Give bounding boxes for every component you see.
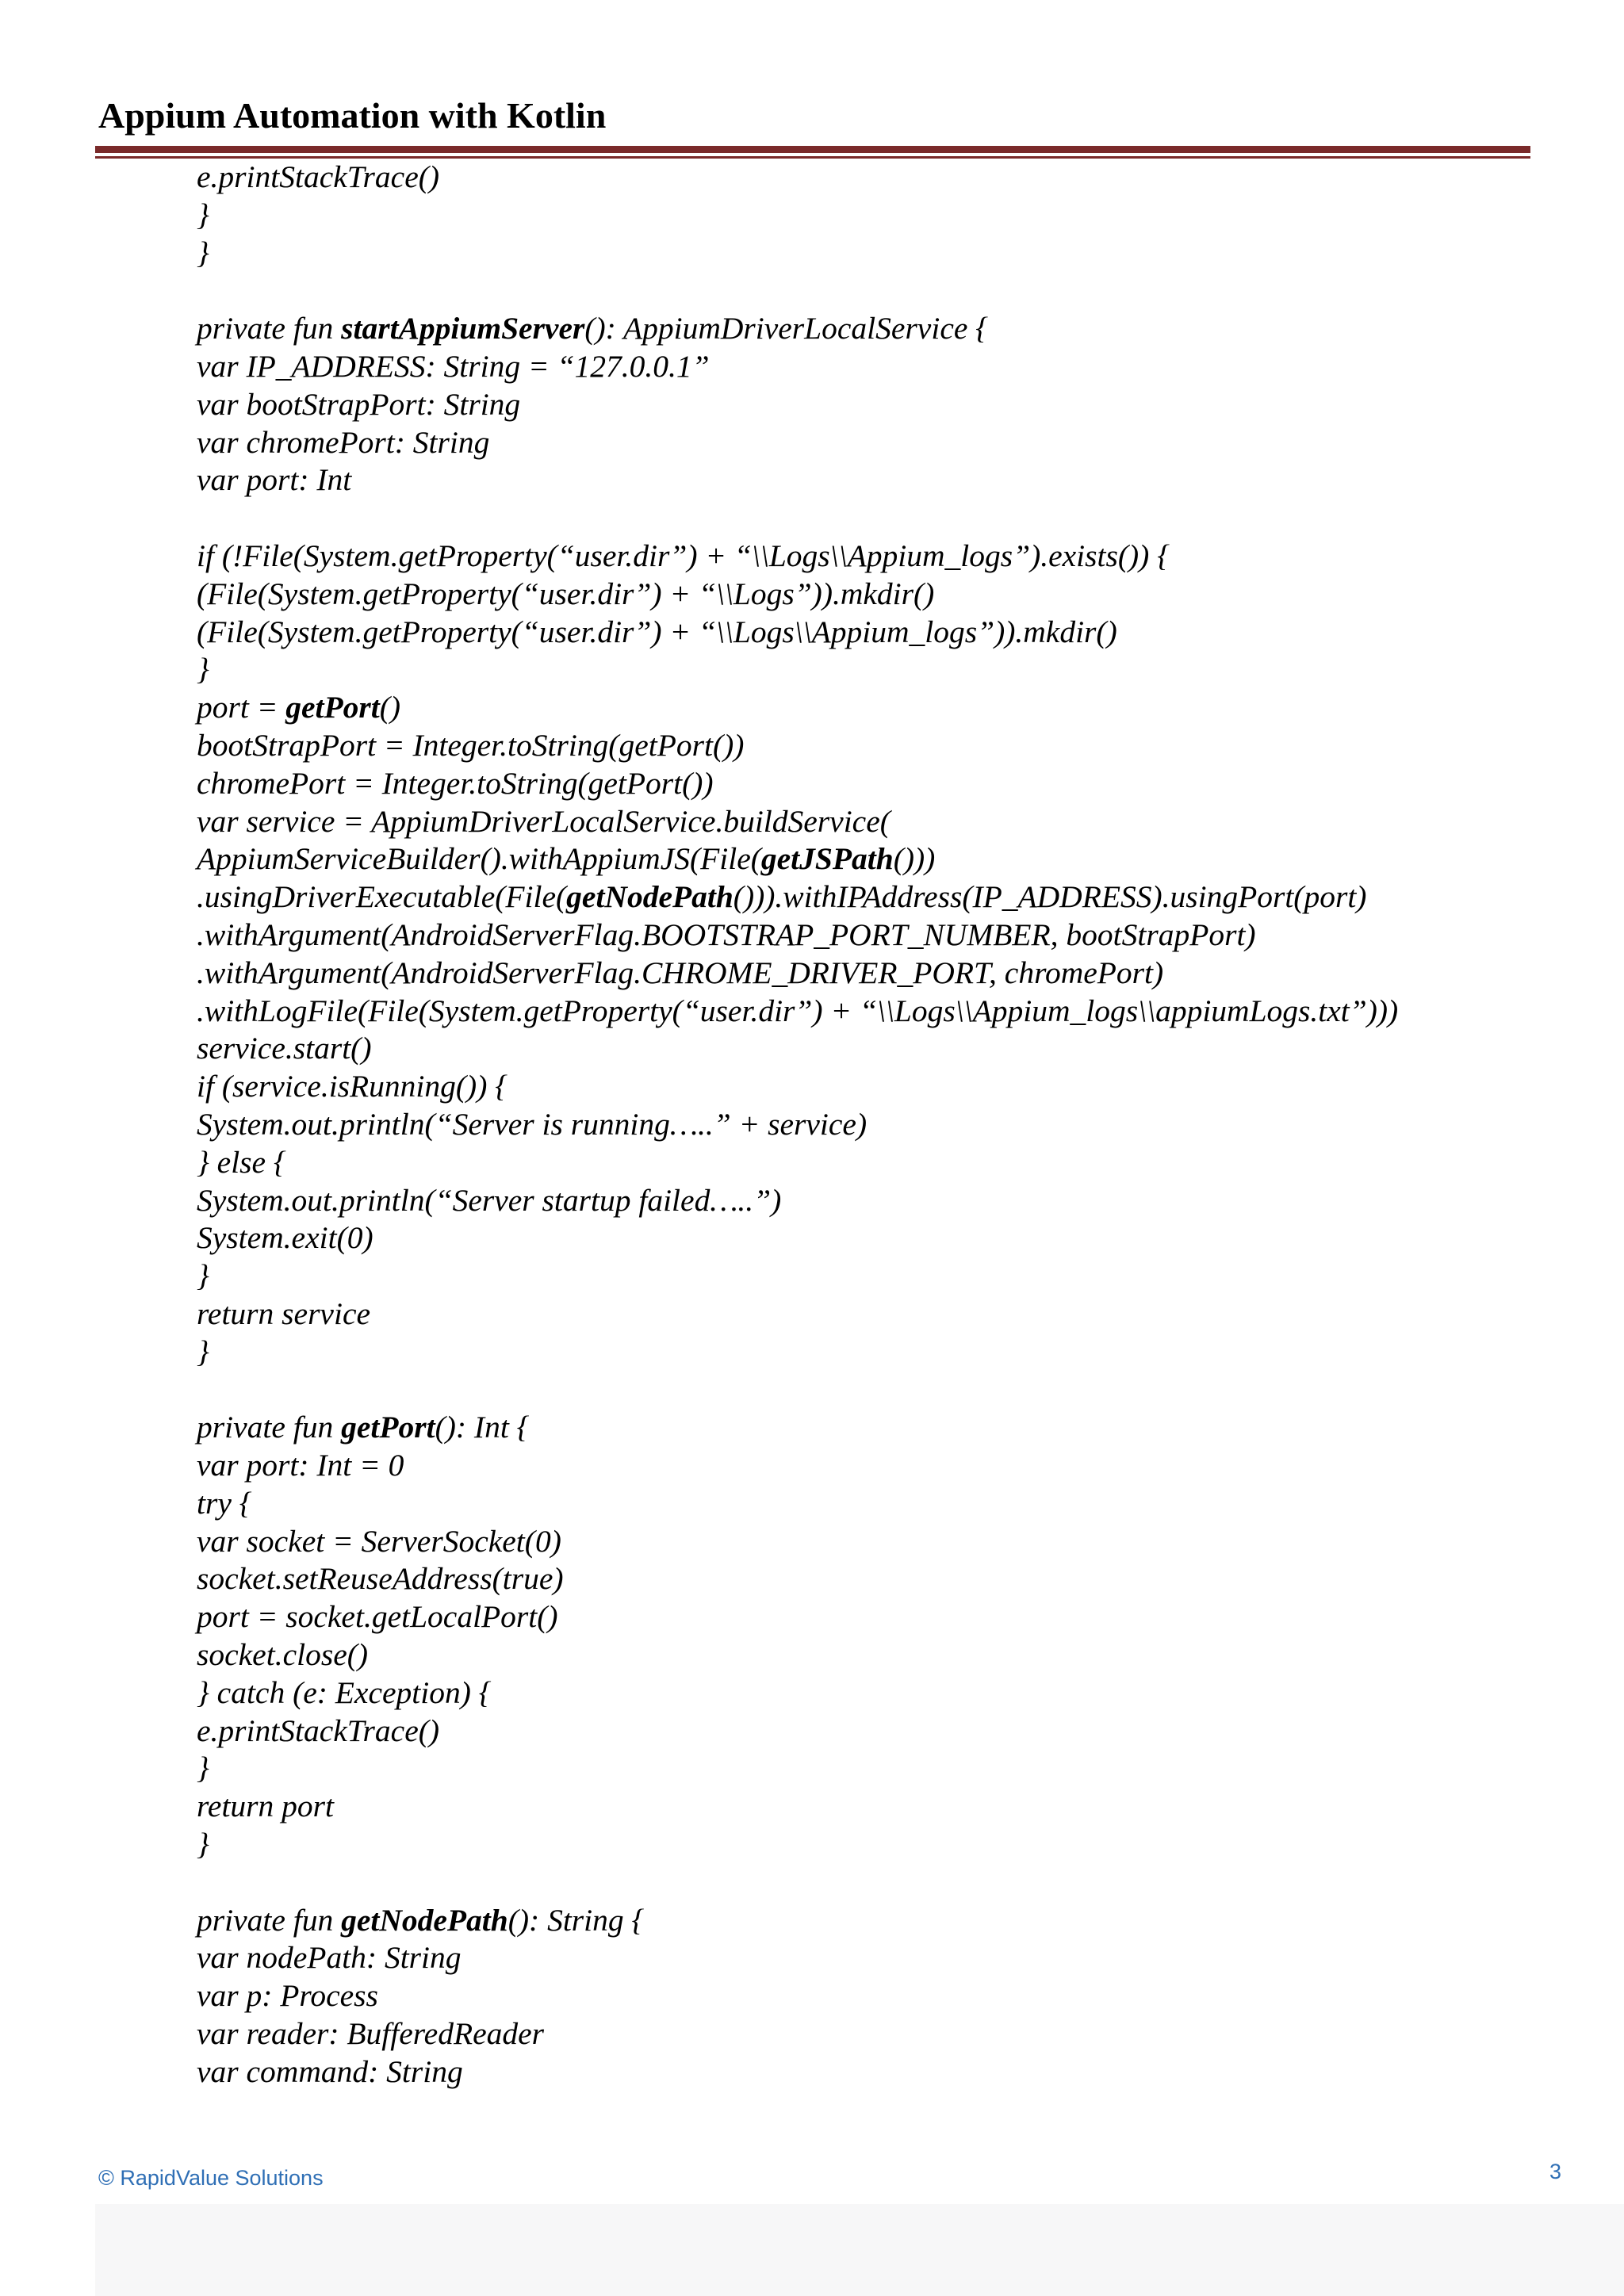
code-function-name: getNodePath xyxy=(566,879,733,915)
code-line xyxy=(197,1712,1545,1751)
code-text: port = xyxy=(197,690,286,725)
code-text: } else { xyxy=(197,1144,286,1180)
code-line xyxy=(197,2053,1545,2091)
code-text: var p: Process xyxy=(197,1978,378,2014)
code-text: private fun xyxy=(197,1902,342,1938)
code-line xyxy=(197,348,1545,386)
code-line xyxy=(197,1257,1545,1295)
code-text: var reader: BufferedReader xyxy=(197,2016,545,2052)
code-text: (): Int { xyxy=(435,1410,530,1445)
code-text: private fun xyxy=(197,1410,342,1445)
code-text: System.out.println(“Server is running…..” + service) xyxy=(197,1106,868,1142)
code-line xyxy=(197,1182,1545,1220)
page-header-title: Appium Automation with Kotlin xyxy=(98,95,607,136)
code-text: return port xyxy=(197,1789,335,1824)
code-text: .withLogFile(File(System.getProperty(“user.dir”) + “\\Logs\\Appium_logs\\appiumLogs.txt”))) xyxy=(197,993,1399,1028)
code-line xyxy=(197,1523,1545,1561)
code-line xyxy=(197,461,1545,499)
code-text: var port: Int xyxy=(197,462,352,498)
code-line xyxy=(197,1409,1545,1447)
code-text: } xyxy=(197,1827,209,1862)
footer-copyright: © RapidValue Solutions xyxy=(98,2166,324,2190)
code-line xyxy=(197,1560,1545,1598)
code-line xyxy=(197,1902,1545,1940)
code-line xyxy=(197,727,1545,765)
code-listing xyxy=(197,159,1545,2091)
code-line xyxy=(197,1295,1545,1334)
code-line xyxy=(197,2015,1545,2053)
code-line xyxy=(197,1334,1545,1372)
code-text: var bootStrapPort: String xyxy=(197,386,521,422)
code-line xyxy=(197,1106,1545,1144)
code-line xyxy=(197,651,1545,689)
code-text: } xyxy=(197,1751,209,1786)
code-text: socket.setReuseAddress(true) xyxy=(197,1561,564,1597)
code-text: var nodePath: String xyxy=(197,1940,462,1976)
code-function-name: getJSPath xyxy=(760,841,894,877)
code-text: } xyxy=(197,235,209,270)
code-text: ())).withIPAddress(IP_ADDRESS).usingPort(port) xyxy=(733,879,1367,915)
code-function-name: startAppiumServer xyxy=(341,311,585,346)
code-line xyxy=(197,1447,1545,1485)
code-text: ())) xyxy=(893,841,936,877)
code-line xyxy=(197,1144,1545,1182)
code-text: var service = AppiumDriverLocalService.buildService( xyxy=(197,803,891,839)
code-line xyxy=(197,614,1545,652)
code-text: .withArgument(AndroidServerFlag.BOOTSTRAP_PORT_NUMBER, bootStrapPort) xyxy=(197,916,1256,952)
code-line xyxy=(197,1788,1545,1826)
code-text: (File(System.getProperty(“user.dir”) + “\\Logs”)).mkdir() xyxy=(197,576,935,611)
code-text: var chromePort: String xyxy=(197,424,490,460)
code-line xyxy=(197,386,1545,424)
code-text: var IP_ADDRESS: String = “127.0.0.1” xyxy=(197,348,710,384)
code-line xyxy=(197,916,1545,955)
code-text: var port: Int = 0 xyxy=(197,1448,404,1483)
code-text: } catch (e: Exception) { xyxy=(197,1674,492,1710)
code-line xyxy=(197,1030,1545,1068)
code-line xyxy=(197,993,1545,1031)
code-line xyxy=(197,1939,1545,1977)
code-text: bootStrapPort = Integer.toString(getPort()) xyxy=(197,727,745,763)
code-line xyxy=(197,840,1545,878)
code-text: () xyxy=(379,690,401,725)
code-line xyxy=(197,765,1545,803)
code-line xyxy=(197,1598,1545,1636)
code-line xyxy=(197,1674,1545,1712)
code-text: try { xyxy=(197,1485,252,1521)
code-line xyxy=(197,1068,1545,1106)
code-line xyxy=(197,878,1545,916)
code-line xyxy=(197,424,1545,462)
code-function-name: getNodePath xyxy=(341,1902,508,1938)
code-line xyxy=(197,689,1545,727)
code-text: System.out.println(“Server startup failed…..”) xyxy=(197,1182,782,1218)
code-line xyxy=(197,1219,1545,1257)
code-line xyxy=(197,1636,1545,1674)
page-bottom-shade xyxy=(95,2204,1624,2296)
code-text: port = socket.getLocalPort() xyxy=(197,1599,558,1635)
code-blank-line xyxy=(197,1864,1545,1902)
code-text: e.printStackTrace() xyxy=(197,1712,440,1748)
code-text: (): AppiumDriverLocalService { xyxy=(584,311,989,346)
code-line xyxy=(197,235,1545,273)
code-text: (File(System.getProperty(“user.dir”) + “\\Logs\\Appium_logs”)).mkdir() xyxy=(197,614,1117,649)
footer-page-number: 3 xyxy=(1549,2160,1562,2183)
code-text: if (service.isRunning()) { xyxy=(197,1069,508,1104)
code-function-name: getPort xyxy=(341,1410,435,1445)
code-line xyxy=(197,803,1545,841)
code-text: socket.close() xyxy=(197,1637,369,1673)
code-text: } xyxy=(197,1334,209,1369)
code-text: if (!File(System.getProperty(“user.dir”) + “\\Logs\\Appium_logs”).exists()) { xyxy=(197,538,1170,573)
code-text: e.printStackTrace() xyxy=(197,159,440,194)
code-text: private fun xyxy=(197,311,342,346)
code-text: } xyxy=(197,197,209,232)
code-line xyxy=(197,955,1545,993)
code-text: (): String { xyxy=(508,1902,645,1938)
code-line xyxy=(197,1826,1545,1864)
code-line xyxy=(197,1750,1545,1788)
code-function-name: getPort xyxy=(285,690,380,725)
code-text: chromePort = Integer.toString(getPort()) xyxy=(197,765,714,801)
code-line xyxy=(197,576,1545,614)
code-line xyxy=(197,197,1545,235)
code-line xyxy=(197,1485,1545,1523)
code-blank-line xyxy=(197,499,1545,538)
code-text: var command: String xyxy=(197,2053,463,2089)
code-text: var socket = ServerSocket(0) xyxy=(197,1523,561,1559)
code-blank-line xyxy=(197,272,1545,310)
code-text: .usingDriverExecutable(File( xyxy=(197,879,567,915)
code-line xyxy=(197,1977,1545,2015)
code-text: } xyxy=(197,652,209,687)
code-text: } xyxy=(197,1258,209,1294)
header-rule-thick xyxy=(95,146,1530,153)
code-text: AppiumServiceBuilder().withAppiumJS(File( xyxy=(197,841,761,877)
code-text: return service xyxy=(197,1295,371,1331)
code-text: System.exit(0) xyxy=(197,1220,373,1256)
code-text: .withArgument(AndroidServerFlag.CHROME_DRIVER_PORT, chromePort) xyxy=(197,955,1164,990)
code-blank-line xyxy=(197,1372,1545,1410)
code-text: service.start() xyxy=(197,1031,372,1066)
code-line xyxy=(197,159,1545,197)
code-line xyxy=(197,538,1545,576)
code-line xyxy=(197,310,1545,348)
